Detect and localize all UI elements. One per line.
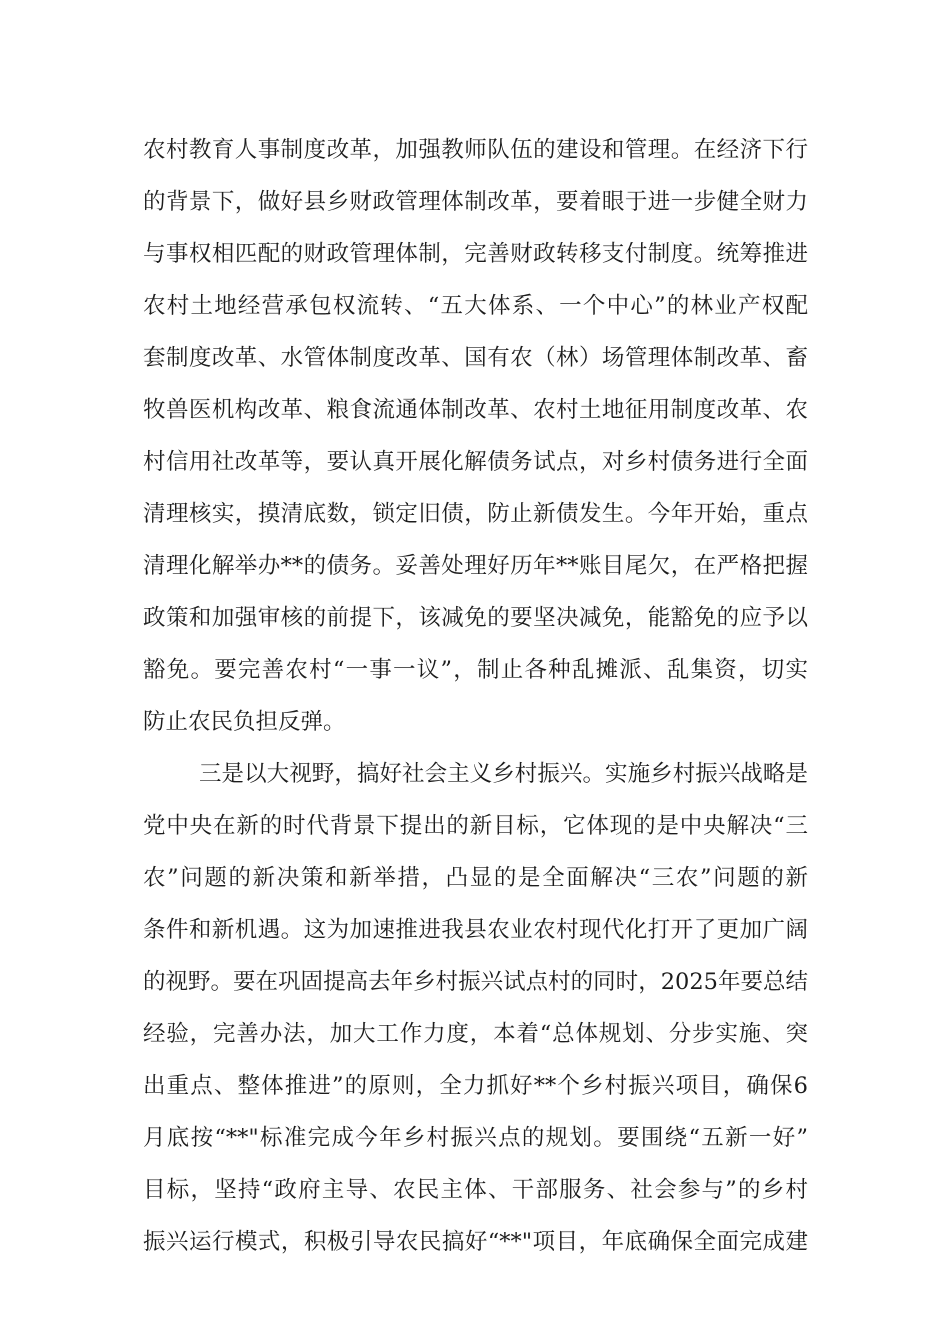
text-line: 牧兽医机构改革、粮食流通体制改革、农村土地征用制度改革、农	[143, 397, 808, 423]
text-line: 防止农民负担反弹。	[143, 709, 346, 735]
text-line: 目标，坚持“政府主导、农民主体、干部服务、社会参与”的乡村	[143, 1177, 808, 1203]
text-line: 农村土地经营承包权流转、“五大体系、一个中心”的林业产权配	[143, 293, 808, 319]
text-line: 农”问题的新决策和新举措，凸显的是全面解决“三农”问题的新	[143, 865, 808, 891]
text-line: 振兴运行模式，积极引导农民搞好“**"项目，年底确保全面完成建	[143, 1229, 808, 1255]
text-line: 党中央在新的时代背景下提出的新目标，它体现的是中央解决“三	[143, 813, 808, 839]
text-line: 的背景下，做好县乡财政管理体制改革，要着眼于进一步健全财力	[143, 189, 808, 215]
text-line: 清理核实，摸清底数，锁定旧债，防止新债发生。今年开始，重点	[143, 501, 808, 527]
text-line: 的视野。要在巩固提高去年乡村振兴试点村的同时，2025年要总结	[143, 969, 808, 995]
paragraph-first-line: 三是以大视野，搞好社会主义乡村振兴。实施乡村振兴战略是	[199, 761, 808, 787]
text-line: 经验，完善办法，加大工作力度，本着“总体规划、分步实施、突	[143, 1021, 808, 1047]
text-line: 与事权相匹配的财政管理体制，完善财政转移支付制度。统筹推进	[143, 241, 808, 267]
text-line: 出重点、整体推进”的原则，全力抓好**个乡村振兴项目，确保6	[143, 1073, 808, 1099]
text-line: 条件和新机遇。这为加速推进我县农业农村现代化打开了更加广阔	[143, 917, 808, 943]
text-line: 农村教育人事制度改革，加强教师队伍的建设和管理。在经济下行	[143, 137, 808, 163]
text-line: 豁免。要完善农村“一事一议”，制止各种乱摊派、乱集资，切实	[143, 657, 808, 683]
text-line: 政策和加强审核的前提下，该减免的要坚决减免，能豁免的应予以	[143, 605, 808, 631]
text-line: 套制度改革、水管体制度改革、国有农（林）场管理体制改革、畜	[143, 345, 808, 371]
text-line: 村信用社改革等，要认真开展化解债务试点，对乡村债务进行全面	[143, 449, 808, 475]
text-line: 清理化解举办**的债务。妥善处理好历年**账目尾欠，在严格把握	[143, 553, 808, 579]
text-line: 月底按“**"标准完成今年乡村振兴点的规划。要围绕“五新一好”	[143, 1125, 808, 1151]
